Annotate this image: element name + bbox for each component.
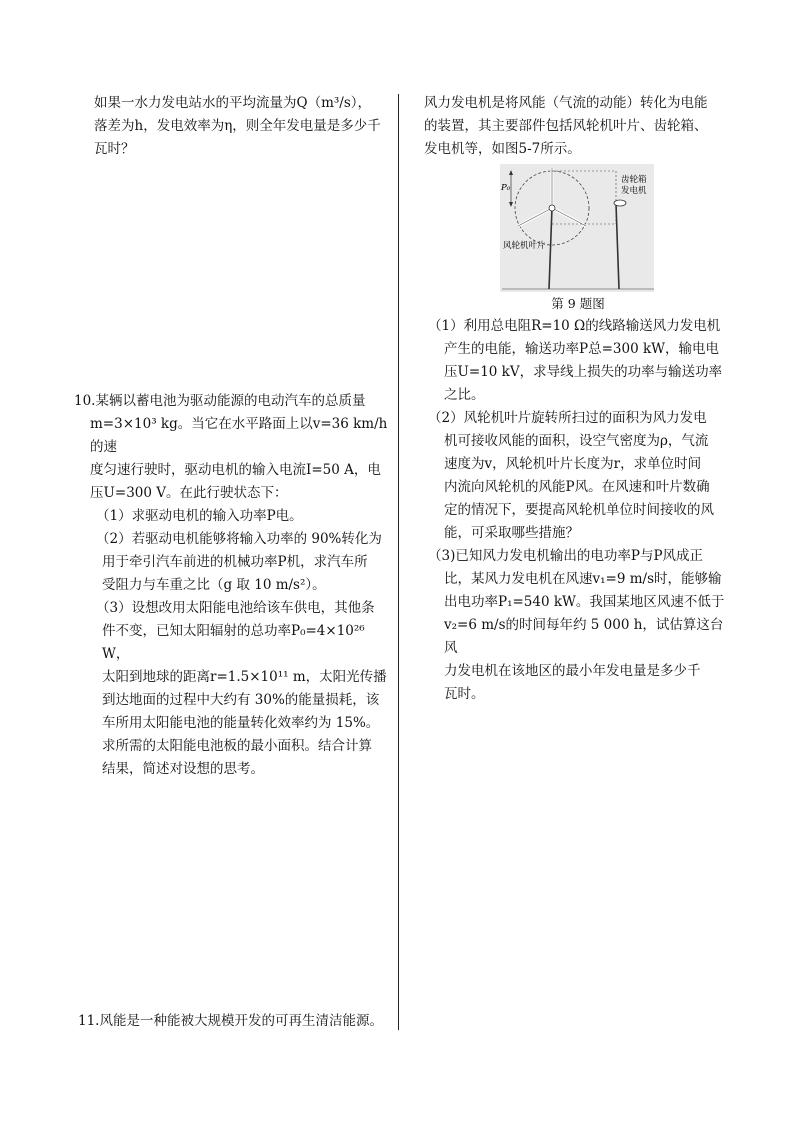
text-line: （3)已知风力发电机输出的电功率P与P风成正: [428, 548, 704, 564]
text-line: 的装置，其主要部件包括风轮机叶片、齿轮箱、: [424, 118, 708, 134]
text-line: 压U=10 kV，求导线上损失的功率与输送功率: [444, 364, 723, 380]
right-column: [424, 92, 736, 706]
left-column: [74, 92, 390, 1032]
text-line: 求所需的太阳能电池板的最小面积。结合计算: [102, 738, 372, 754]
text-line: 产生的电能，输送功率P总=300 kW，输电电: [444, 341, 720, 357]
text-line: 压U=300 V。在此行驶状态下：: [90, 485, 288, 501]
text-line: 定的情况下，要提高风轮机单位时间接收的风: [444, 502, 714, 518]
text-line: 之比。: [444, 387, 485, 403]
text-line: 能，可采取哪些措施？: [444, 525, 579, 541]
text-line: 结果，简述对设想的思考。: [102, 761, 264, 777]
text-line: （1）利用总电阻R=10 Ω的线路输送风力发电机: [428, 318, 721, 334]
question-10-part-3: （3）设想改用太阳能电池给该车供电，其他条: [96, 600, 375, 616]
text-line: 速度为v，风轮机叶片长度为r，求单位时间: [444, 456, 702, 472]
text-line: 出电功率P₁=540 kW。我国某地区风速不低于: [444, 594, 725, 610]
question-10-stem: 10.某辆以蓄电池为驱动能源的电动汽车的总质量: [74, 393, 366, 409]
text-line: 落差为h，发电效率为η，则全年发电量是多少千: [94, 118, 381, 134]
text-line: 太阳到地球的距离r=1.5×10¹¹ m，太阳光传播: [102, 669, 387, 685]
question-11-part-1: [428, 315, 736, 407]
question-11-stem: 11.风能是一种能被大规模开发的可再生清洁能源。: [78, 1013, 383, 1029]
text-line: 瓦时？: [94, 141, 135, 157]
question-10-part-1: （1）求驱动电机的输入功率P电。: [96, 508, 303, 524]
text-line: 如果一水力发电站水的平均流量为Q（m³/s），: [94, 95, 372, 111]
text-line: （2）风轮机叶片旋转所扫过的面积为风力发电: [428, 410, 707, 426]
column-divider: [398, 94, 399, 1030]
text-line: 受阻力与车重之比（g 取 10 m/s²）。: [102, 577, 326, 593]
generator-label: 发电机: [621, 186, 647, 196]
wind-turbine-illustration: [500, 164, 654, 292]
text-line: m=3×10³ kg。当它在水平路面上以v=36 km/h的速: [90, 416, 388, 455]
text-line: 车所用太阳能电池的能量转化效率约为 15%。: [102, 715, 380, 731]
text-line: 发电机等，如图5-7所示。: [424, 141, 581, 157]
wind-turbine-figure: [500, 164, 654, 292]
gearbox-label: 齿轮箱: [621, 175, 647, 185]
text-line: 瓦时。: [444, 686, 485, 702]
question-10-part-2: （2）若驱动电机能够将输入功率的 90%转化为: [96, 531, 382, 547]
previous-question: [78, 92, 390, 161]
text-line: 力发电机在该地区的最小年发电量是多少千: [444, 663, 701, 679]
text-line: 用于牵引汽车前进的机械功率P机，求汽车所: [102, 554, 368, 570]
figure-caption: 第 9 题图: [551, 296, 605, 311]
text-line: 到达地面的过程中大约有 30%的能量损耗，该: [102, 692, 380, 708]
text-line: 内流向风轮机的风能P风。在风速和叶片数确: [444, 479, 710, 495]
text-line: 度匀速行驶时，驱动电机的输入电流I=50 A，电: [90, 462, 381, 478]
p0-label: P₀: [501, 183, 511, 193]
question-11-part-2: [428, 407, 736, 545]
text-line: 比，某风力发电机在风速v₁=9 m/s时，能够输: [444, 571, 722, 587]
question-11-part-3: [428, 545, 736, 706]
text-line: v₂=6 m/s的时间每年约 5 000 h，试估算这台风: [444, 617, 724, 656]
question-10: [74, 390, 392, 781]
blade-label: 风轮机叶片: [503, 241, 546, 251]
text-line: 风力发电机是将风能（气流的动能）转化为电能: [424, 95, 708, 111]
text-line: 件不变，已知太阳辐射的总功率P₀=4×10²⁶ W，: [102, 623, 365, 662]
text-line: 机可接收风能的面积，设空气密度为ρ，气流: [444, 433, 709, 449]
